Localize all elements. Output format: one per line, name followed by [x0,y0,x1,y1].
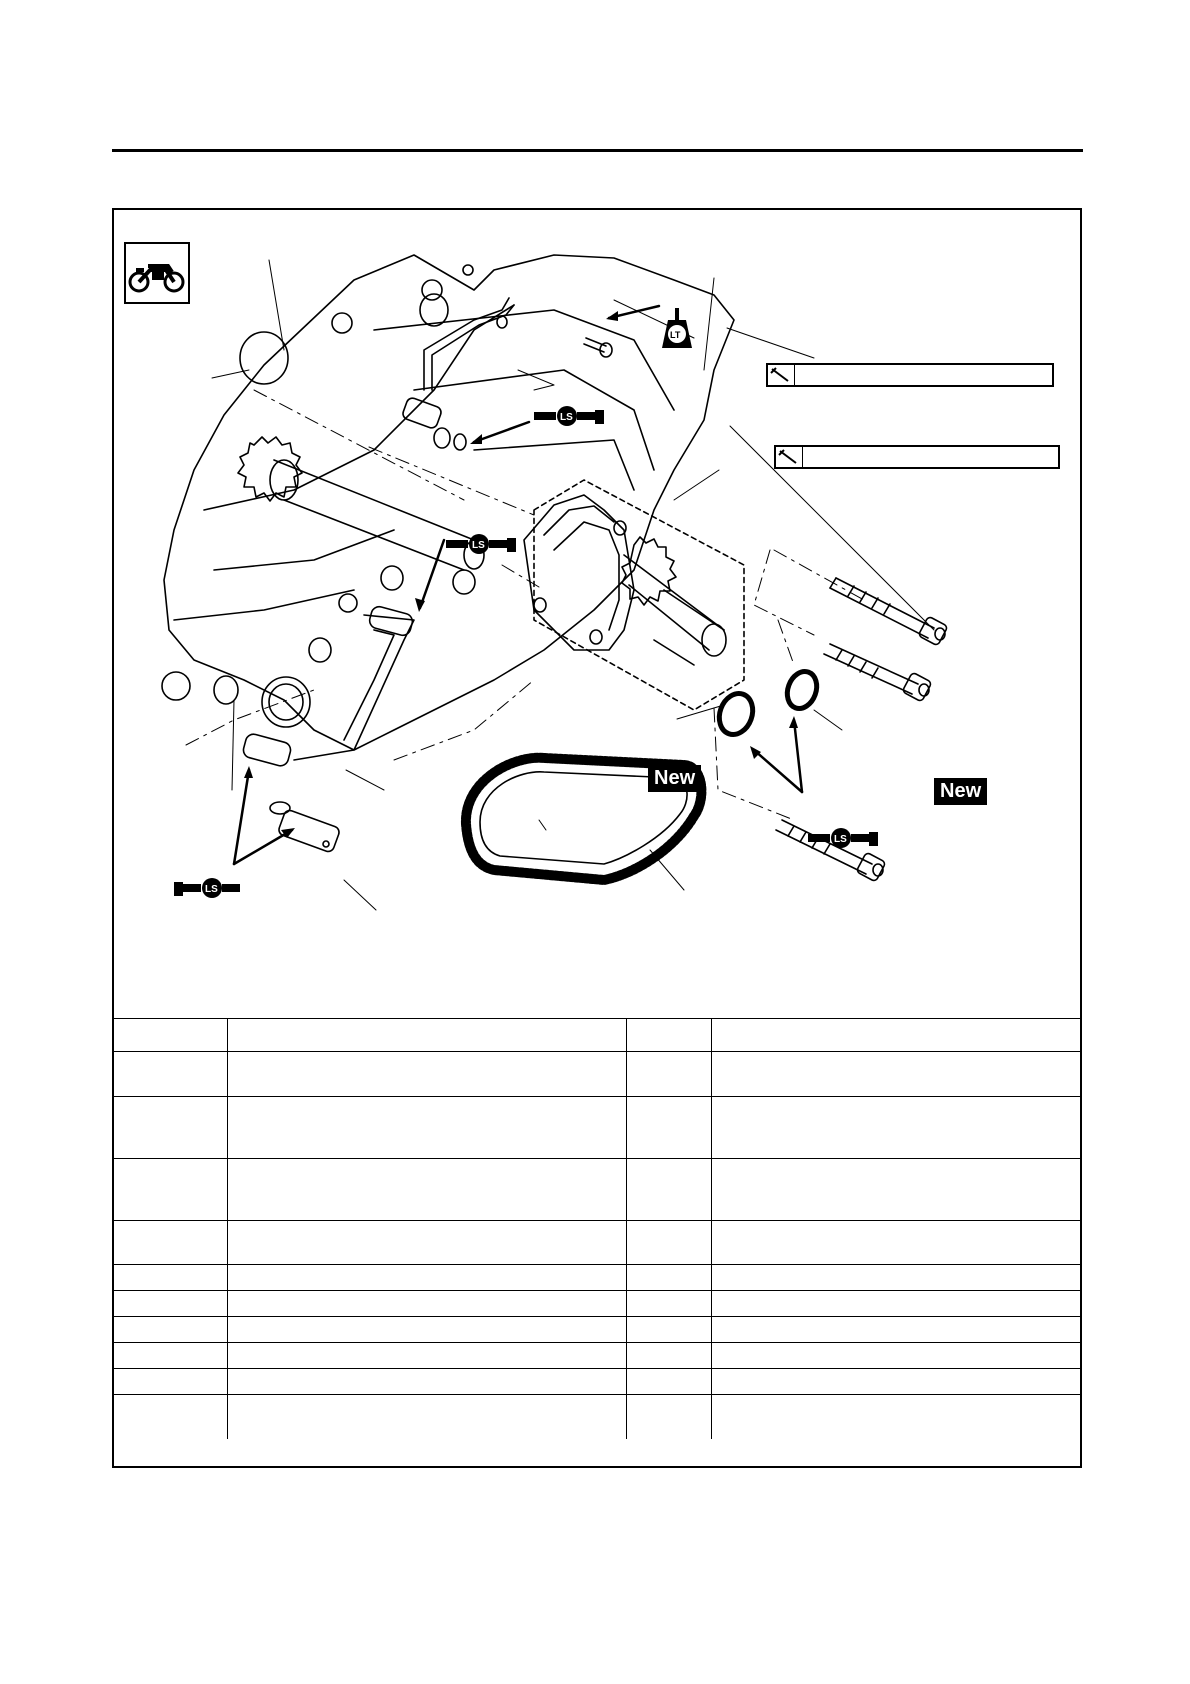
table-cell [114,1019,228,1052]
crankcase-rib [474,440,634,490]
arm-collar [242,732,293,767]
table-cell [712,1395,1081,1439]
table-row [114,1395,1080,1439]
crankcase-rib [174,590,354,620]
table-cell [627,1221,712,1265]
rod-end [434,428,450,448]
table-cell [114,1343,228,1369]
boss [240,332,288,384]
table-cell [712,1317,1081,1343]
bolt [830,578,948,646]
exploded-view-diagram [114,210,1080,1010]
crankcase-rib [374,310,674,410]
pump-body [524,495,634,650]
table-cell [627,1019,712,1052]
gear [238,437,302,501]
arrow [794,720,802,792]
table-cell [228,1291,627,1317]
table-cell [228,1052,627,1097]
boss [453,570,475,594]
bolt [776,820,886,882]
table-cell [114,1221,228,1265]
arrow [420,540,444,608]
table-cell [228,1317,627,1343]
table-cell [627,1317,712,1343]
arrow [234,770,249,864]
table-row [114,1291,1080,1317]
pin-hole [323,841,329,847]
table-cell [627,1265,712,1291]
boss [332,313,352,333]
table-cell [114,1291,228,1317]
table-cell [228,1159,627,1221]
ls-grease-symbol [174,878,240,898]
o-ring [782,667,821,712]
new-part-tag: New [648,765,701,792]
table-cell [114,1052,228,1097]
table-cell [627,1369,712,1395]
table-cell [228,1097,627,1159]
table-cell [712,1052,1081,1097]
table-cell [228,1265,627,1291]
table-cell [712,1343,1081,1369]
shaft [274,460,474,570]
parts-table [114,1018,1080,1439]
table-cell [627,1159,712,1221]
table-cell [712,1019,1081,1052]
table-row [114,1097,1080,1159]
lt-locking-agent-symbol [662,308,692,348]
table-cell [114,1265,228,1291]
torque-spec-box [774,445,1060,469]
ls-grease-symbol [446,534,516,554]
table-cell [114,1097,228,1159]
fork-rod [424,298,509,390]
table-cell [114,1317,228,1343]
crankcase-outline [164,255,734,750]
arrow [754,750,802,792]
table-cell [114,1369,228,1395]
table-row [114,1343,1080,1369]
arrow [234,830,292,864]
boss [381,566,403,590]
table-cell [627,1395,712,1439]
fork-rod [432,305,514,390]
svg-text:LS: LS [205,884,218,895]
boss [463,265,473,275]
table-cell [627,1291,712,1317]
pin-end [270,802,290,814]
pump-hole [614,521,626,535]
crankcase-rib [214,530,394,570]
table-cell [712,1369,1081,1395]
screw-head [600,343,612,357]
ls-grease-symbol [808,828,878,848]
table-row [114,1159,1080,1221]
table-cell [627,1097,712,1159]
o-ring [714,689,758,739]
rod-collar [401,397,442,430]
wrench-icon [768,365,795,385]
table-cell [228,1343,627,1369]
pump-tube [654,590,724,665]
bolt [824,644,932,702]
svg-text:LS: LS [560,412,573,423]
table-cell [627,1052,712,1097]
diagram-frame [112,208,1082,1468]
table-row [114,1265,1080,1291]
wrench-icon [776,447,803,467]
table-cell [712,1265,1081,1291]
boss [309,638,331,662]
table-cell [228,1369,627,1395]
table-cell [627,1343,712,1369]
boss [162,672,190,700]
table-cell [712,1097,1081,1159]
table-cell [712,1221,1081,1265]
table-cell [712,1159,1081,1221]
table-cell [228,1395,627,1439]
shift-arm [294,615,414,760]
header-rule [112,149,1083,152]
table-cell [228,1221,627,1265]
pump-hole [534,598,546,612]
table-cell [712,1291,1081,1317]
torque-spec-box [766,363,1054,387]
svg-text:LS: LS [472,540,485,551]
boss [339,594,357,612]
svg-text:LS: LS [834,834,847,845]
shift-arm [344,630,394,740]
pump-shaft [624,555,724,650]
table-row [114,1369,1080,1395]
pump-body [554,522,619,630]
table-row [114,1052,1080,1097]
table-row [114,1317,1080,1343]
arrow [474,422,529,442]
pump-hole [590,630,602,644]
ls-grease-symbol [534,406,604,426]
svg-text:LT: LT [670,330,681,340]
table-cell [114,1395,228,1439]
boss [420,294,448,326]
table-row [114,1221,1080,1265]
table-cell [228,1019,627,1052]
table-cell [114,1159,228,1221]
clip-ring [454,434,466,450]
table-row [114,1019,1080,1052]
new-part-tag: New [934,778,987,805]
